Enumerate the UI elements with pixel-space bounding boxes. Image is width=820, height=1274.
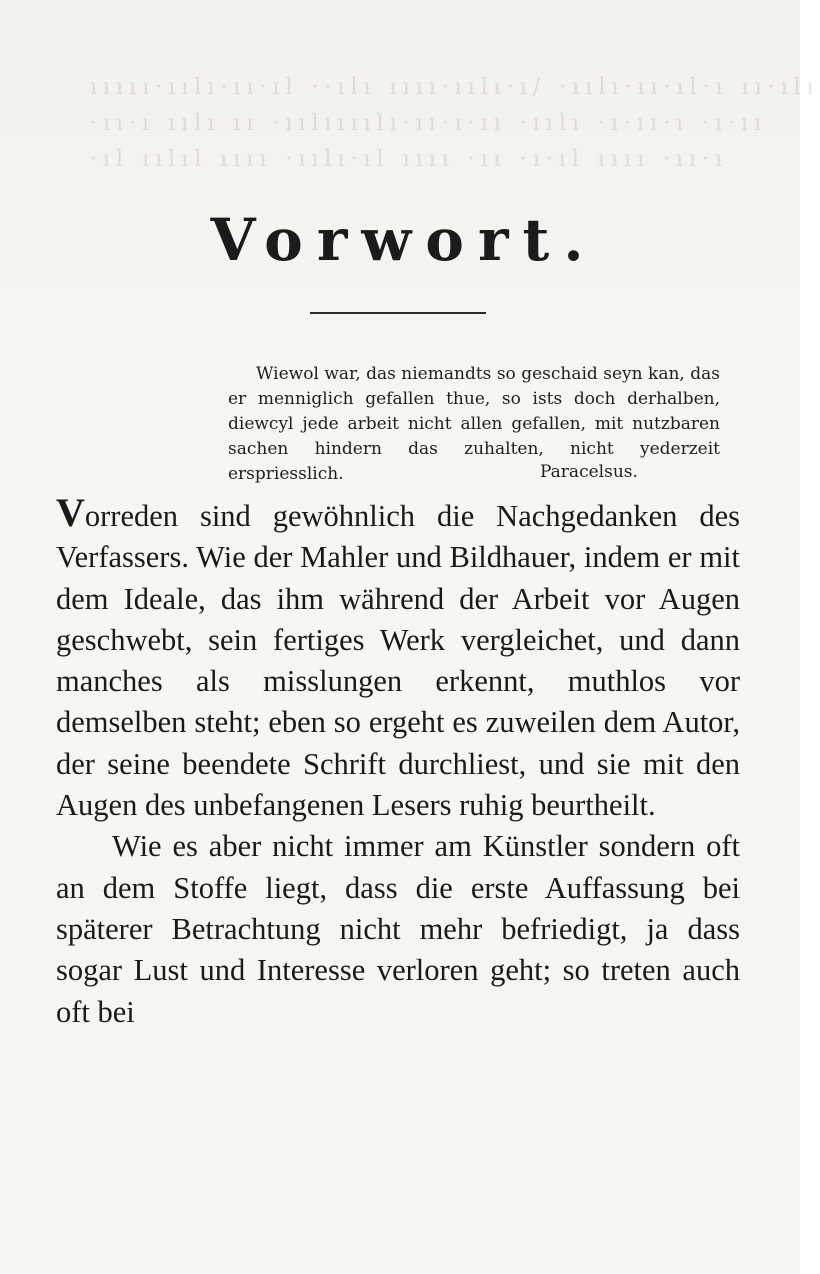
main-text	[56, 490, 740, 1033]
show-through-from-reverse: ııııı·ıılı·ıı·ıl ··ılı ıııı·ıılı·ı/ ·ıılı·ıı·ıl·ı ıı·ılı ·ıı·ı ıılı ıı ·ıılıııılı·ıı·ı·ıı ·ıılı ·ı·ıı·ı ·ı·ıı ·ıl ıılıl ıııı ·ıılı·ıl ıııı ·ıı ·ı·ıl ıııı ·ıı·ı	[90, 75, 820, 172]
motto-text: Wiewol war, das niemandts so geschaid seyn kan, das er menniglich gefallen thue, so ists doch derhalben, diewcyl jede arbeit nicht allen gefallen, mit nutzbaren sachen hindern das zuhalten, nicht yederzeit erspriesslich.	[228, 364, 720, 484]
title-rule	[310, 312, 486, 314]
page-title: Vorwort.	[210, 206, 598, 274]
paragraph-1-text: orreden sind gewöhnlich die Nachgedanken des Verfassers. Wie der Mahler und Bildhauer, indem er mit dem Ideale, das ihm während der Arbeit vor Augen geschwebt, sein fertiges Werk vergleichet, und dann manches als misslungen erkennt, muthlos vor demselben steht; eben so ergeht es zuweilen dem Autor, der seine beendete Schrift durchliest, und sie mit den Augen des unbefangenen Lesers ruhig beurtheilt.	[56, 499, 740, 823]
paragraph-2: Wie es aber nicht immer am Künstler sondern oft an dem Stoffe liegt, dass die erste Auffassung bei späterer Betrachtung nicht mehr befriedigt, ja dass sogar Lust und Interesse verloren geht; so treten auch oft bei	[56, 829, 740, 1029]
paragraph-1	[56, 490, 740, 826]
initial-letter: V	[56, 490, 85, 535]
motto-attribution: Paracelsus.	[540, 462, 638, 482]
motto-quote	[228, 362, 720, 487]
